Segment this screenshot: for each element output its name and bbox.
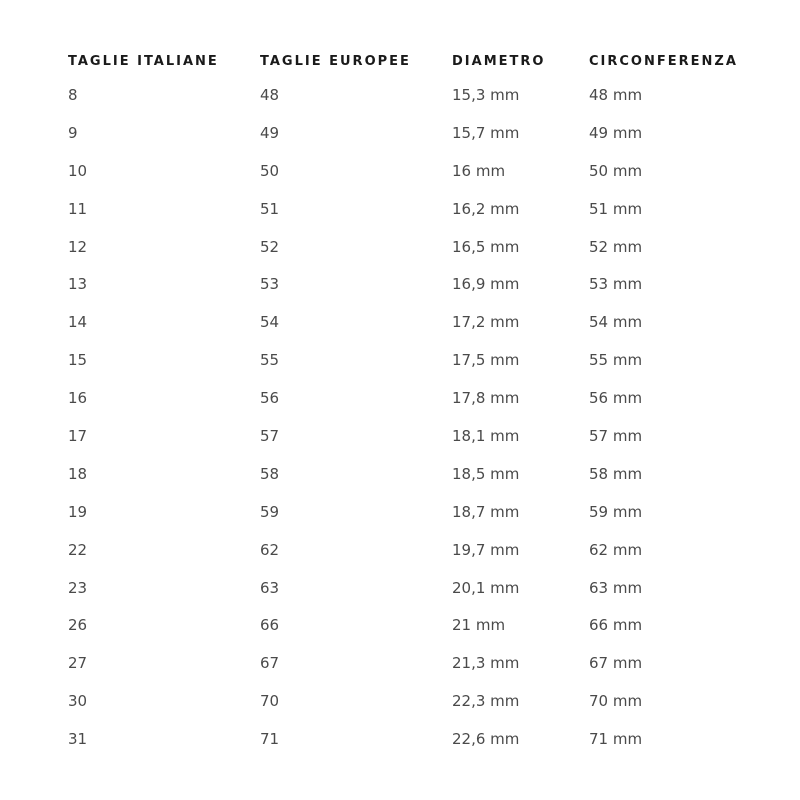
table-row [0,123,800,161]
european-size-cell: 70 [260,692,280,711]
european-size-cell: 71 [260,730,280,749]
circumference-cell: 49 mm [589,123,643,142]
diameter-cell: 19,7 mm [452,540,520,559]
circumference-cell: 63 mm [589,578,643,597]
diameter-cell: 22,6 mm [452,730,520,749]
italian-size-cell: 26 [68,616,88,635]
circumference-cell: 51 mm [589,199,643,218]
table-row [0,464,800,502]
european-size-cell: 53 [260,275,280,294]
european-size-cell: 50 [260,161,280,180]
italian-size-cell: 16 [68,389,88,408]
table-row [0,350,800,388]
table-row [0,85,800,123]
italian-size-cell: 13 [68,275,88,294]
diameter-cell: 21,3 mm [452,654,520,673]
european-size-cell: 49 [260,123,280,142]
italian-size-cell: 19 [68,502,88,521]
circumference-cell: 48 mm [589,86,643,104]
circumference-cell: 66 mm [589,616,643,635]
italian-size-cell: 11 [68,199,88,218]
header-italian-sizes: TAGLIE ITALIANE [68,54,219,69]
circumference-cell: 56 mm [589,389,643,408]
table-row [0,388,800,426]
italian-size-cell: 18 [68,464,88,483]
table-row [0,729,800,767]
circumference-cell: 55 mm [589,351,643,370]
italian-size-cell: 30 [68,692,88,711]
diameter-cell: 15,3 mm [452,86,520,104]
diameter-cell: 18,1 mm [452,427,520,446]
table-row [0,237,800,275]
header-diameter: DIAMETRO [452,54,546,69]
italian-size-cell: 22 [68,540,88,559]
header-european-sizes: TAGLIE EUROPEE [260,54,411,69]
italian-size-cell: 9 [68,123,78,142]
table-row [0,199,800,237]
european-size-cell: 67 [260,654,280,673]
european-size-cell: 55 [260,351,280,370]
european-size-cell: 56 [260,389,280,408]
diameter-cell: 22,3 mm [452,692,520,711]
european-size-cell: 51 [260,199,280,218]
table-row [0,502,800,540]
circumference-cell: 54 mm [589,313,643,332]
circumference-cell: 62 mm [589,540,643,559]
italian-size-cell: 14 [68,313,88,332]
circumference-cell: 71 mm [589,730,643,749]
european-size-cell: 58 [260,464,280,483]
european-size-cell: 52 [260,237,280,256]
table-row [0,426,800,464]
circumference-cell: 67 mm [589,654,643,673]
table-row [0,540,800,578]
table-row [0,312,800,350]
european-size-cell: 54 [260,313,280,332]
diameter-cell: 16,5 mm [452,237,520,256]
diameter-cell: 18,5 mm [452,464,520,483]
diameter-cell: 20,1 mm [452,578,520,597]
diameter-cell: 16,2 mm [452,199,520,218]
european-size-cell: 62 [260,540,280,559]
table-row [0,653,800,691]
table-row [0,161,800,199]
circumference-cell: 50 mm [589,161,643,180]
diameter-cell: 16,9 mm [452,275,520,294]
italian-size-cell: 27 [68,654,88,673]
table-row [0,691,800,729]
table-row [0,615,800,653]
circumference-cell: 52 mm [589,237,643,256]
diameter-cell: 18,7 mm [452,502,520,521]
circumference-cell: 70 mm [589,692,643,711]
circumference-cell: 58 mm [589,464,643,483]
european-size-cell: 59 [260,502,280,521]
italian-size-cell: 8 [68,86,78,104]
european-size-cell: 66 [260,616,280,635]
diameter-cell: 17,8 mm [452,389,520,408]
european-size-cell: 57 [260,427,280,446]
italian-size-cell: 17 [68,427,88,446]
circumference-cell: 57 mm [589,427,643,446]
italian-size-cell: 15 [68,351,88,370]
table-row [0,578,800,616]
italian-size-cell: 12 [68,237,88,256]
italian-size-cell: 31 [68,730,88,749]
diameter-cell: 16 mm [452,161,506,180]
diameter-cell: 15,7 mm [452,123,520,142]
header-circumference: CIRCONFERENZA [589,54,738,69]
diameter-cell: 17,2 mm [452,313,520,332]
italian-size-cell: 10 [68,161,88,180]
table-row [0,274,800,312]
table-header [0,52,800,72]
diameter-cell: 21 mm [452,616,506,635]
diameter-cell: 17,5 mm [452,351,520,370]
european-size-cell: 48 [260,86,280,104]
table-body [0,85,800,767]
italian-size-cell: 23 [68,578,88,597]
circumference-cell: 53 mm [589,275,643,294]
circumference-cell: 59 mm [589,502,643,521]
european-size-cell: 63 [260,578,280,597]
